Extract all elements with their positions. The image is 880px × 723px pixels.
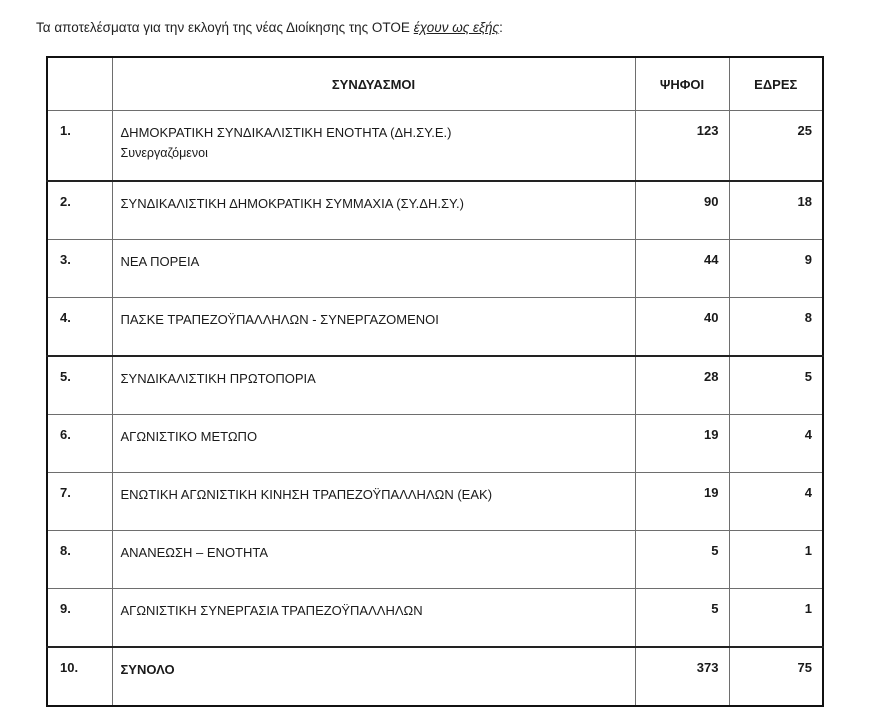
row-seats: 9 bbox=[729, 240, 823, 298]
intro-text bbox=[36, 20, 503, 35]
total-label: ΣΥΝΟΛΟ bbox=[112, 647, 635, 706]
header-row bbox=[47, 57, 823, 111]
row-number: 6. bbox=[47, 415, 112, 473]
row-seats: 4 bbox=[729, 473, 823, 531]
row-seats: 1 bbox=[729, 531, 823, 589]
row-number: 8. bbox=[47, 531, 112, 589]
row-votes: 28 bbox=[635, 356, 729, 415]
table-row bbox=[47, 415, 823, 473]
row-votes: 19 bbox=[635, 473, 729, 531]
table-row bbox=[47, 181, 823, 240]
row-number: 2. bbox=[47, 181, 112, 240]
row-seats: 4 bbox=[729, 415, 823, 473]
row-votes: 5 bbox=[635, 589, 729, 648]
table-row bbox=[47, 473, 823, 531]
total-number: 10. bbox=[47, 647, 112, 706]
row-seats: 1 bbox=[729, 589, 823, 648]
row-name: ΑΓΩΝΙΣΤΙΚΟ ΜΕΤΩΠΟ bbox=[112, 415, 635, 473]
row-number: 9. bbox=[47, 589, 112, 648]
header-coalitions: ΣΥΝΔΥΑΣΜΟΙ bbox=[112, 57, 635, 111]
intro-underlined: έχουν ως εξής bbox=[413, 20, 500, 35]
intro-suffix: : bbox=[499, 20, 503, 35]
intro-prefix: Τα αποτελέσματα για την εκλογή της νέας Διοίκησης της ΟΤΟΕ bbox=[36, 20, 414, 35]
header-num bbox=[47, 57, 112, 111]
table-row bbox=[47, 240, 823, 298]
row-seats: 25 bbox=[729, 111, 823, 182]
total-row bbox=[47, 647, 823, 706]
row-seats: 8 bbox=[729, 298, 823, 357]
row-votes: 5 bbox=[635, 531, 729, 589]
row-number: 5. bbox=[47, 356, 112, 415]
row-name-cell bbox=[112, 111, 635, 182]
row-votes: 90 bbox=[635, 181, 729, 240]
row-seats: 5 bbox=[729, 356, 823, 415]
row-name: ΠΑΣΚΕ ΤΡΑΠΕΖΟΫΠΑΛΛΗΛΩΝ - ΣΥΝΕΡΓΑΖΟΜΕΝΟΙ bbox=[112, 298, 635, 357]
header-votes: ΨΗΦΟΙ bbox=[635, 57, 729, 111]
table-row bbox=[47, 589, 823, 648]
table-row bbox=[47, 356, 823, 415]
total-votes: 373 bbox=[635, 647, 729, 706]
row-votes: 123 bbox=[635, 111, 729, 182]
table-row bbox=[47, 531, 823, 589]
row-votes: 40 bbox=[635, 298, 729, 357]
row-name: ΝΕΑ ΠΟΡΕΙΑ bbox=[112, 240, 635, 298]
row-name: ΔΗΜΟΚΡΑΤΙΚΗ ΣΥΝΔΙΚΑΛΙΣΤΙΚΗ ΕΝΟΤΗΤΑ (ΔΗ.ΣΥ.Ε.) bbox=[120, 125, 452, 140]
row-number: 3. bbox=[47, 240, 112, 298]
row-votes: 19 bbox=[635, 415, 729, 473]
row-number: 4. bbox=[47, 298, 112, 357]
row-number: 1. bbox=[47, 111, 112, 182]
row-number: 7. bbox=[47, 473, 112, 531]
row-name: ΣΥΝΔΙΚΑΛΙΣΤΙΚΗ ΠΡΩΤΟΠΟΡΙΑ bbox=[112, 356, 635, 415]
row-name: ΑΓΩΝΙΣΤΙΚΗ ΣΥΝΕΡΓΑΣΙΑ ΤΡΑΠΕΖΟΫΠΑΛΛΗΛΩΝ bbox=[112, 589, 635, 648]
row-subtitle: Συνεργαζόμενοι bbox=[120, 146, 208, 160]
table-row bbox=[47, 298, 823, 357]
row-votes: 44 bbox=[635, 240, 729, 298]
results-table bbox=[46, 56, 824, 707]
row-name: ΕΝΩΤΙΚΗ ΑΓΩΝΙΣΤΙΚΗ ΚΙΝΗΣΗ ΤΡΑΠΕΖΟΫΠΑΛΛΗΛΩΝ (ΕΑΚ) bbox=[112, 473, 635, 531]
row-name: ΑΝΑΝΕΩΣΗ – ΕΝΟΤΗΤΑ bbox=[112, 531, 635, 589]
row-seats: 18 bbox=[729, 181, 823, 240]
row-name: ΣΥΝΔΙΚΑΛΙΣΤΙΚΗ ΔΗΜΟΚΡΑΤΙΚΗ ΣΥΜΜΑΧΙΑ (ΣΥ.ΔΗ.ΣΥ.) bbox=[112, 181, 635, 240]
table-row bbox=[47, 111, 823, 182]
total-seats: 75 bbox=[729, 647, 823, 706]
header-seats: ΕΔΡΕΣ bbox=[729, 57, 823, 111]
